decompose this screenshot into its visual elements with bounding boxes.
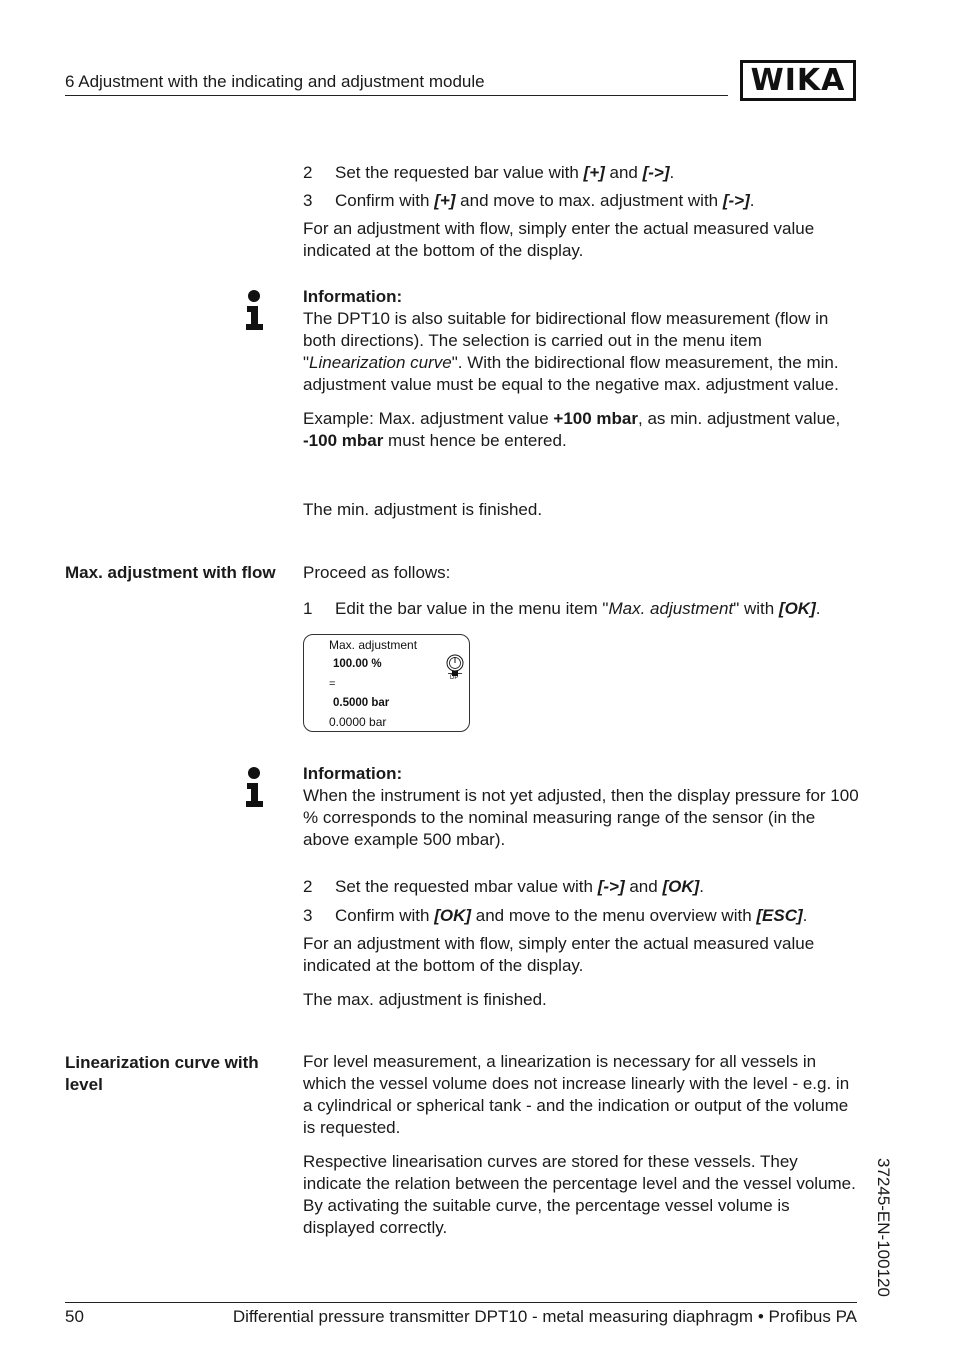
- page-number: 50: [65, 1307, 84, 1326]
- step-3-ok: 3 Confirm with [OK] and move to the menu overview with [ESC].: [303, 906, 808, 925]
- info-block-1: [303, 286, 859, 452]
- info-example: Example: Max. adjustment value +100 mbar, as min. adjustment value, -100 mbar must hence be entered.: [303, 409, 841, 450]
- step-2-mbar: 2 Set the requested mbar value with [->] and [OK].: [303, 877, 704, 896]
- proceed-text: Proceed as follows:: [303, 563, 451, 582]
- display-bottom-value: 0.0000 bar: [329, 715, 387, 729]
- document-code: 37245-EN-100120: [874, 1158, 893, 1297]
- info-text: When the instrument is not yet adjusted, then the display pressure for 100 % corresponds to the nominal measuring range of the sensor (in the above example 500 mbar).: [303, 786, 859, 849]
- lcd-display: [303, 634, 470, 732]
- flow-note-2: For an adjustment with flow, simply enter the actual measured value indicated at the bottom of the display.: [303, 934, 815, 975]
- display-dp-label: DP: [450, 675, 459, 681]
- linearization-paragraph-2: Respective linearisation curves are stored for these vessels. They indicate the relation between the percentage level and the vessel volume. By activating the suitable curve, the percentage vessel volume is displayed correctly.: [303, 1152, 856, 1237]
- linearization-paragraph-1: For level measurement, a linearization is necessary for all vessels in which the vessel volume does not increase linearly with the level - e.g. in a cylindrical or spherical tank - and the indication or output of the volume is requested.: [303, 1052, 850, 1137]
- info-block-2: [303, 763, 859, 851]
- max-finished: The max. adjustment is finished.: [303, 990, 547, 1009]
- display-title: Max. adjustment: [329, 638, 418, 652]
- section-heading-max-adjustment: Max. adjustment with flow: [65, 563, 276, 582]
- footer-rule: [65, 1302, 857, 1303]
- info-text: The DPT10 is also suitable for bidirectional flow measurement (flow in both directions). The selection is carried out in the menu item "Linearization curve". With the bidirectional flow measurement, the min. adjustment value must be equal to the negative max. adjustment value.: [303, 309, 839, 394]
- display-equals: =: [329, 678, 336, 690]
- step-3-bar: 3 Confirm with [+] and move to max. adjustment with [->].: [303, 191, 755, 210]
- footer-title: Differential pressure transmitter DPT10 - metal measuring diaphragm • Profibus PA: [232, 1307, 857, 1326]
- header-rule: [65, 95, 728, 96]
- step-1-edit: 1 Edit the bar value in the menu item "Max. adjustment" with [OK].: [303, 599, 821, 618]
- chapter-header: 6 Adjustment with the indicating and adjustment module: [65, 72, 485, 91]
- flow-note-1: For an adjustment with flow, simply enter the actual measured value indicated at the bottom of the display.: [303, 219, 815, 260]
- section-heading-linearization: Linearization curve with level: [65, 1053, 259, 1094]
- info-icon: [244, 767, 266, 809]
- display-percent: 100.00 %: [333, 658, 382, 670]
- step-2-bar: 2 Set the requested bar value with [+] and [->].: [303, 163, 675, 182]
- info-title: Information:: [303, 287, 403, 306]
- display-value: 0.5000 bar: [333, 697, 390, 709]
- wika-logo: [740, 60, 856, 101]
- logo-text: WIKA: [750, 62, 846, 98]
- info-title: Information:: [303, 764, 403, 783]
- info-icon: [244, 290, 266, 332]
- min-finished: The min. adjustment is finished.: [303, 500, 543, 519]
